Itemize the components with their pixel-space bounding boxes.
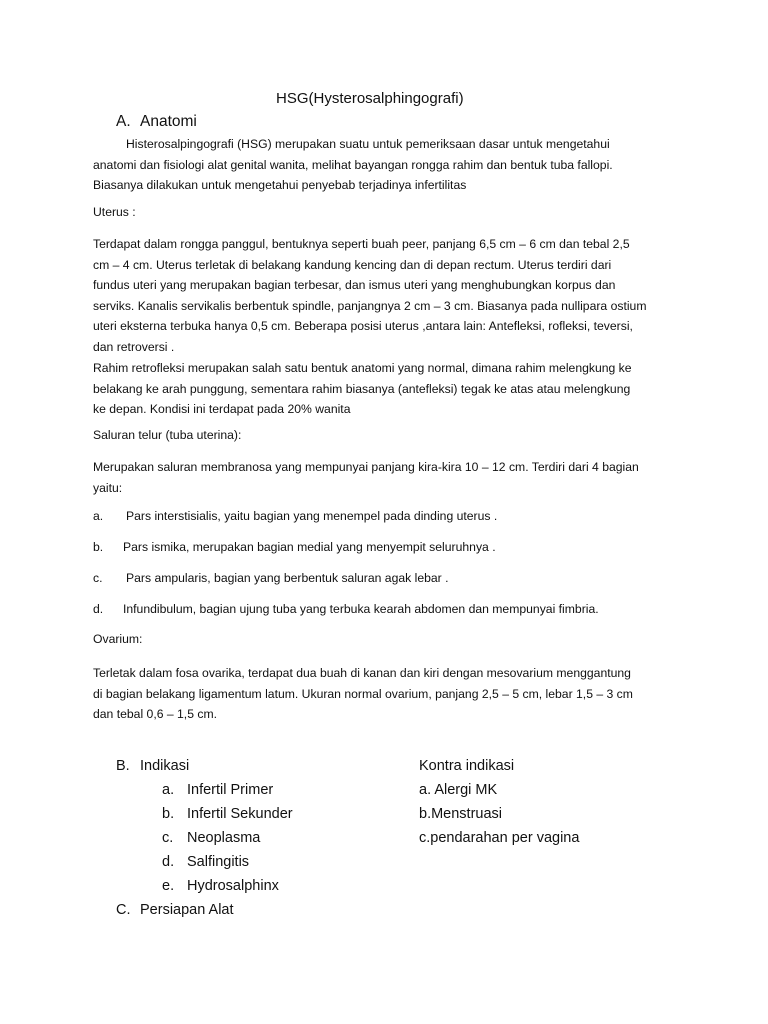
intro-line: Biasanya dilakukan untuk mengetahui penyebab terjadinya infertilitas [93, 178, 467, 192]
uterus-line: cm – 4 cm. Uterus terletak di belakang kandung kencing dan di depan rectum. Uterus terdiri dari [93, 257, 612, 272]
rahim-line: ke depan. Kondisi ini terdapat pada 20% wanita [93, 402, 351, 416]
uterus-line: uteri eksterna terbuka hanya 0,5 cm. Beberapa posisi uterus ,antara lain: Antefleksi, rofleksi, teversi, [93, 319, 633, 333]
saluran-line: Merupakan saluran membranosa yang mempunyai panjang kira-kira 10 – 12 cm. Terdiri dari 4 bagian [93, 460, 639, 474]
indikasi-marker: e. [162, 878, 175, 894]
ovarium-line: Terletak dalam fosa ovarika, terdapat dua buah di kanan dan kiri dengan mesovarium menggantung [93, 666, 631, 680]
ovarium-paragraph [93, 663, 673, 725]
section-b-marker: B. [116, 758, 130, 774]
tuba-part-marker: d. [93, 602, 104, 616]
uterus-line: dan retroversi . [93, 339, 175, 354]
rahim-line: belakang ke arah punggung, sementara rahim biasanya (antefleksi) tegak ke atas atau melengkung [93, 381, 631, 396]
rahim-paragraph [93, 358, 673, 420]
indikasi-item: Salfingitis [187, 854, 250, 870]
ovarium-line: dan tebal 0,6 – 1,5 cm. [93, 707, 217, 721]
tuba-part-text: Pars ismika, merupakan bagian medial yang menyempit seluruhnya . [123, 540, 496, 554]
indikasi-marker: b. [162, 806, 175, 822]
ovarium-label: Ovarium: [93, 632, 143, 646]
indikasi-item: Infertil Primer [187, 782, 274, 798]
saluran-label: Saluran telur (tuba uterina): [93, 428, 242, 442]
tuba-part-text: Infundibulum, bagian ujung tuba yang terbuka kearah abdomen dan mempunyai fimbria. [123, 602, 599, 616]
tuba-part-text: Pars ampularis, bagian yang berbentuk saluran agak lebar . [126, 571, 449, 585]
section-a-marker: A. [116, 113, 131, 130]
intro-line: Histerosalpingografi (HSG) merupakan suatu untuk pemeriksaan dasar untuk mengetahui [126, 137, 610, 151]
tuba-part-marker: c. [93, 571, 103, 585]
tuba-part-marker: b. [93, 540, 104, 554]
indikasi-marker: c. [162, 830, 174, 846]
kontra-indikasi-item: b.Menstruasi [419, 806, 503, 822]
indikasi-marker: a. [162, 782, 175, 798]
uterus-line: Terdapat dalam rongga panggul, bentuknya seperti buah peer, panjang 6,5 cm – 6 cm dan tebal 2,5 [93, 237, 630, 251]
section-c-marker: C. [116, 902, 131, 918]
indikasi-item: Neoplasma [187, 830, 261, 846]
section-a-heading: Anatomi [140, 113, 197, 130]
tuba-part-marker: a. [93, 509, 104, 523]
indikasi-marker: d. [162, 854, 175, 870]
intro-line: anatomi dan fisiologi alat genital wanita, melihat bayangan rongga rahim dan bentuk tuba fallopi. [93, 157, 613, 172]
kontra-indikasi-item: c.pendarahan per vagina [419, 830, 580, 846]
uterus-line: fundus uteri yang merupakan bagian terbesar, dan ismus uteri yang menghubungkan korpus dan [93, 278, 616, 292]
uterus-label: Uterus : [93, 205, 136, 219]
intro-paragraph [93, 134, 673, 196]
kontra-indikasi-item: a. Alergi MK [419, 782, 498, 798]
uterus-paragraph [93, 234, 673, 357]
ovarium-line: di bagian belakang ligamentum latum. Ukuran normal ovarium, panjang 2,5 – 5 cm, lebar 1,5 – 3 cm [93, 686, 633, 701]
rahim-line: Rahim retrofleksi merupakan salah satu bentuk anatomi yang normal, dimana rahim melengkung ke [93, 361, 632, 375]
kontra-indikasi-heading: Kontra indikasi [419, 758, 515, 774]
saluran-paragraph [93, 457, 673, 498]
section-c-heading: Persiapan Alat [140, 902, 234, 918]
saluran-line: yaitu: [93, 480, 123, 495]
uterus-line: serviks. Kanalis servikalis berbentuk spindle, panjangnya 2 cm – 3 cm. Biasanya pada nullipara ostium [93, 298, 647, 313]
document-title: HSG(Hysterosalphingografi) [276, 90, 464, 107]
indikasi-item: Infertil Sekunder [187, 806, 293, 822]
indikasi-item: Hydrosalphinx [187, 878, 279, 894]
section-b-heading: Indikasi [140, 758, 190, 774]
tuba-part-text: Pars interstisialis, yaitu bagian yang menempel pada dinding uterus . [126, 509, 498, 523]
